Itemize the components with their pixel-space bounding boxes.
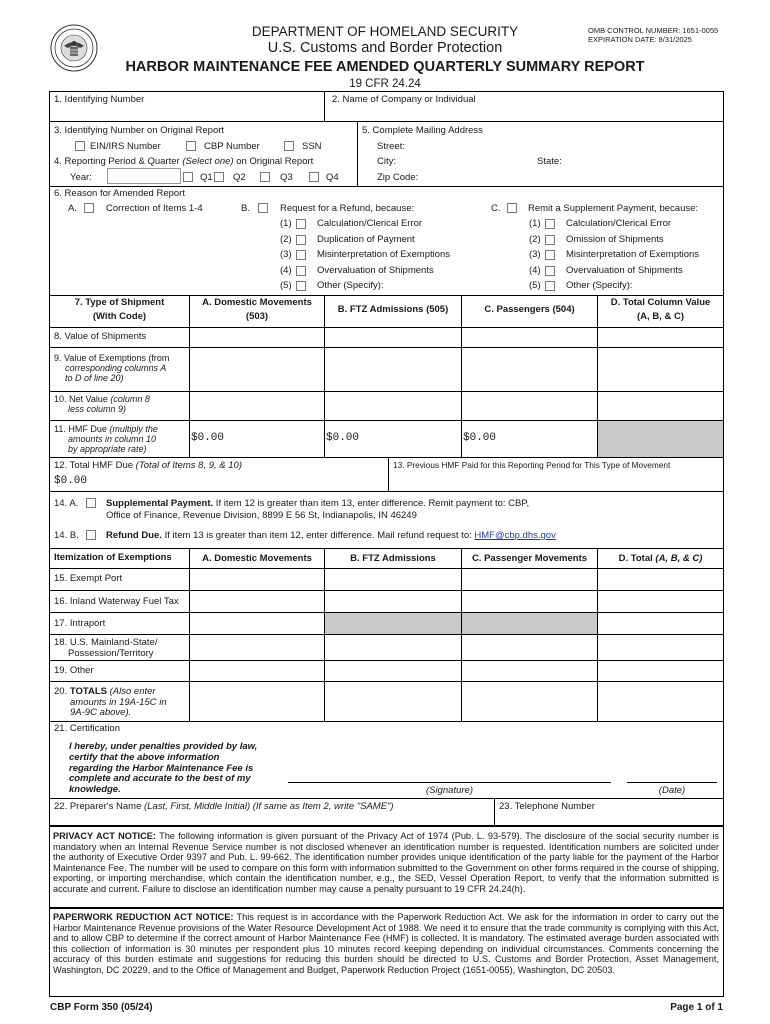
ssn-checkbox[interactable] <box>284 141 294 151</box>
item-text: Calculation/Clerical Error <box>566 218 672 229</box>
item-text: Overvaluation of Shipments <box>317 264 434 276</box>
passengers-header: C. Passengers (504) <box>484 304 575 315</box>
item-text: Other (Specify): <box>566 280 633 291</box>
q1-label: Q1 <box>200 172 213 183</box>
reason-b4-checkbox[interactable] <box>296 266 306 276</box>
reason-c-list <box>529 218 700 297</box>
reason-c-checkbox[interactable] <box>507 203 517 213</box>
q2-label: Q2 <box>233 172 246 183</box>
ftz-admissions-header: B. FTZ Admissions (505) <box>337 304 449 315</box>
reason-c1-checkbox[interactable] <box>545 219 555 229</box>
supplemental-payment-address: Office of Finance, Revenue Division, 8899 E 56 St, Indianapolis, IN 46249 <box>106 510 417 521</box>
reason-a-text: Correction of Items 1-4 <box>106 203 203 214</box>
identifying-number-field[interactable] <box>54 107 320 121</box>
reason-a-checkbox[interactable] <box>84 203 94 213</box>
ssn-label: SSN <box>302 141 322 152</box>
reason-c-letter: C. <box>491 203 501 214</box>
reason-b-letter: B. <box>241 203 250 214</box>
dhs-seal-icon <box>50 24 98 72</box>
hmf-due-passengers-value[interactable]: $0.00 <box>463 432 497 444</box>
omb-control-number: OMB CONTROL NUMBER: 1651-0055 <box>588 26 719 35</box>
reason-b5-checkbox[interactable] <box>296 281 306 291</box>
reason-b-list <box>280 218 451 297</box>
supplemental-payment-label: 14. A. <box>54 498 79 509</box>
value-of-shipments-label: 8. Value of Shipments <box>54 331 147 342</box>
value-of-exemptions-label: 9. Value of Exemptions (from corresponding columns A to D of line 20) <box>54 353 170 383</box>
reason-c2-checkbox[interactable] <box>545 235 555 245</box>
reason-b-item[interactable] <box>280 218 423 235</box>
reason-c5-checkbox[interactable] <box>545 281 555 291</box>
item-text: Omission of Shipments <box>566 233 664 245</box>
item-number: (1) <box>529 218 541 229</box>
item-number: (3) <box>529 249 541 260</box>
reason-amended-label: 6. Reason for Amended Report <box>54 188 185 199</box>
item-number: (1) <box>280 218 292 229</box>
reason-c-item[interactable] <box>529 264 683 282</box>
exempt-port-label: 15. Exempt Port <box>54 573 123 584</box>
reason-c-text: Remit a Supplement Payment, because: <box>528 203 699 214</box>
reason-b-item[interactable] <box>280 233 415 251</box>
totals-label: 20. TOTALS (Also enter amounts in 19A-15C in 9A-9C above). <box>54 686 167 718</box>
item-text: Calculation/Clerical Error <box>317 218 423 229</box>
itemization-total-header: D. Total (A, B, & C) <box>618 553 703 564</box>
department-title: DEPARTMENT OF HOMELAND SECURITY <box>251 24 519 39</box>
signature-line[interactable] <box>288 782 611 783</box>
reason-b-item[interactable] <box>280 264 434 282</box>
preparer-name-label: 22. Preparer's Name (Last, First, Middle Initial) (If same as Item 2, write "SAME") <box>54 801 394 812</box>
itemization-domestic-header: A. Domestic Movements <box>202 553 312 564</box>
type-of-shipment-header: 7. Type of Shipment (With Code) <box>74 297 165 322</box>
item-number: (3) <box>280 249 292 260</box>
agency-title: U.S. Customs and Border Protection <box>267 40 503 56</box>
net-value-label: 10. Net Value (column 8 less column 9) <box>54 394 150 414</box>
year-input[interactable] <box>107 168 181 184</box>
refund-due-label: 14. B. <box>54 530 79 541</box>
privacy-act-notice: PRIVACY ACT NOTICE: The following information is given pursuant of the Privacy Act of 1974 (Pub. L. 93-579). The disclosure of the social security number is mandatory when an Internal Revenue Service number is not disclosed whenever an identification number is requested. Identification numbers are solicited under the authority of Executive Order 9397 and Pub. L. 99-662. The identification number provides unique identification of the party liable for the payment of the Harbor Maintenance Fee. The number will be used to compare on this form with information submitted to the Government on other forms required in the course of shipping, exporting, or importing merchandise, which contain the identification number, e.g., the SED, Vessel Operation Report, to verify that the information submitted is accurate and current. Failure to disclose an identification number may cause a penalty pursuant to 19 CFR 24.24(h). <box>53 831 719 894</box>
item-number: (4) <box>280 264 292 276</box>
reporting-period-label: 4. Reporting Period & Quarter (Select one) on Original Report <box>54 156 314 167</box>
domestic-movements-header: A. Domestic Movements (503) <box>202 297 312 322</box>
q4-checkbox[interactable] <box>309 172 319 182</box>
state-label: State: <box>537 156 562 167</box>
item-number: (4) <box>529 264 541 276</box>
q3-label: Q3 <box>280 172 293 183</box>
item-text: Overvaluation of Shipments <box>566 264 683 276</box>
total-hmf-due-value[interactable]: $0.00 <box>54 475 88 487</box>
refund-due-text: Refund Due. If item 13 is greater than item 12, enter difference. Mail refund request to: HMF@cbp.dhs.gov <box>106 530 556 541</box>
form-number: CBP Form 350 (05/24) <box>50 1002 153 1013</box>
supplemental-payment-text: Supplemental Payment. If item 12 is greater than item 13, enter difference. Remit payment to: CBP, <box>106 498 530 509</box>
itemization-header: Itemization of Exemptions <box>54 552 172 563</box>
total-column-header: D. Total Column Value (A, B, & C) <box>610 297 711 322</box>
total-hmf-due-label: 12. Total HMF Due (Total of Items 8, 9, & 10) <box>54 460 242 471</box>
other-label: 19. Other <box>54 665 94 676</box>
signature-caption: (Signature) <box>426 785 473 796</box>
cfr-reference: 19 CFR 24.24 <box>349 78 421 90</box>
cbp-number-checkbox[interactable] <box>186 141 196 151</box>
item-text: Other (Specify): <box>317 280 384 291</box>
certification-label: 21. Certification <box>54 723 121 734</box>
cbp-number-label: CBP Number <box>204 141 260 152</box>
original-identifying-number-label: 3. Identifying Number on Original Report <box>54 125 225 136</box>
q1-checkbox[interactable] <box>183 172 193 182</box>
itemization-passenger-header: C. Passenger Movements <box>471 553 588 564</box>
reason-a-letter: A. <box>68 203 77 214</box>
item-number: (5) <box>280 280 292 291</box>
q3-checkbox[interactable] <box>260 172 270 182</box>
hmf-due-domestic-value[interactable]: $0.00 <box>191 432 225 444</box>
company-name-label: 2. Name of Company or Individual <box>332 94 476 105</box>
item-number: (2) <box>529 233 541 245</box>
reason-b1-checkbox[interactable] <box>296 219 306 229</box>
company-name-field[interactable] <box>332 107 718 121</box>
page-number: Page 1 of 1 <box>670 1002 723 1013</box>
street-label: Street: <box>377 141 405 152</box>
reason-c3-checkbox[interactable] <box>545 250 555 260</box>
hmf-due-ftz-value[interactable]: $0.00 <box>326 432 360 444</box>
supplemental-payment-checkbox[interactable] <box>86 498 96 508</box>
zip-code-label: Zip Code: <box>377 172 419 183</box>
refund-email-link[interactable]: HMF@cbp.dhs.gov <box>474 530 556 541</box>
refund-due-checkbox[interactable] <box>86 530 96 540</box>
inland-waterway-label: 16. Inland Waterway Fuel Tax <box>54 596 179 607</box>
item-text: Misinterpretation of Exemptions <box>317 249 451 260</box>
reason-b2-checkbox[interactable] <box>296 235 306 245</box>
paperwork-reduction-notice: PAPERWORK REDUCTION ACT NOTICE: This request is in accordance with the Paperwork Reduction Act. We ask for the information in order to carry out the Harbor Maintenance Revenue provisions of the Water Resource Development Act of 1988. We need it to ensure that the trade community is complying with this Act, and to allow CBP to determine if the correct amount of Harbor Maintenance Fee (HMF) is collected. It is mandatory. The estimated average burden associated with this collection of information is 30 minutes per respondent plus 10 minutes record keeping depending on individual circumstances. Comments concerning the accuracy of this burden estimate and suggestions for reducing this burden should be directed to U.S. Customs and Border Protection, Asset Management, Washington, DC 20229, and to the Office of Management and Budget, Paperwork Reduction Project (1651-0055), Washington, DC 20503. <box>53 912 719 975</box>
item-text: Misinterpretation of Exemptions <box>566 249 700 260</box>
mailing-address-label: 5. Complete Mailing Address <box>362 125 483 136</box>
reason-c-item[interactable] <box>529 249 700 266</box>
ein-label: EIN/IRS Number <box>90 141 161 152</box>
reason-b-text: Request for a Refund, because: <box>280 203 415 214</box>
intraport-passenger-shaded-cell <box>462 613 597 634</box>
item-text: Duplication of Payment <box>317 233 415 245</box>
year-label: Year: <box>70 172 92 183</box>
reason-c-item[interactable] <box>529 218 672 235</box>
expiration-date: EXPIRATION DATE: 8/31/2025 <box>588 35 692 44</box>
certification-statement: I hereby, under penalties provided by law, certify that the above information regarding the Harbor Maintenance Fee is complete and accurate to the best of my knowledge. <box>69 741 258 796</box>
item-number: (5) <box>529 280 541 291</box>
form-title: HARBOR MAINTENANCE FEE AMENDED QUARTERLY SUMMARY REPORT <box>125 59 645 75</box>
identifying-number-label: 1. Identifying Number <box>54 94 145 105</box>
reason-c4-checkbox[interactable] <box>545 266 555 276</box>
q2-checkbox[interactable] <box>214 172 224 182</box>
us-mainland-label: 18. U.S. Mainland-State/ Possession/Territory <box>54 637 158 659</box>
reason-c-item[interactable] <box>529 233 664 251</box>
ein-checkbox[interactable] <box>75 141 85 151</box>
item-number: (2) <box>280 233 292 245</box>
intraport-ftz-shaded-cell <box>325 613 461 634</box>
intraport-label: 17. Intraport <box>54 618 106 629</box>
reason-b3-checkbox[interactable] <box>296 250 306 260</box>
city-label: City: <box>377 156 396 167</box>
reason-b-checkbox[interactable] <box>258 203 268 213</box>
q4-label: Q4 <box>326 172 339 183</box>
date-caption: (Date) <box>658 785 686 796</box>
previous-hmf-paid-label: 13. Previous HMF Paid for this Reporting Period for This Type of Movement <box>393 460 671 470</box>
hmf-total-shaded-cell <box>598 421 723 457</box>
hmf-due-label: 11. HMF Due (multiply the amounts in column 10 by appropriate rate) <box>54 424 158 454</box>
date-line[interactable] <box>627 782 717 783</box>
reason-b-item[interactable] <box>280 249 451 266</box>
itemization-ftz-header: B. FTZ Admissions <box>350 553 436 564</box>
telephone-number-label: 23. Telephone Number <box>499 801 595 812</box>
